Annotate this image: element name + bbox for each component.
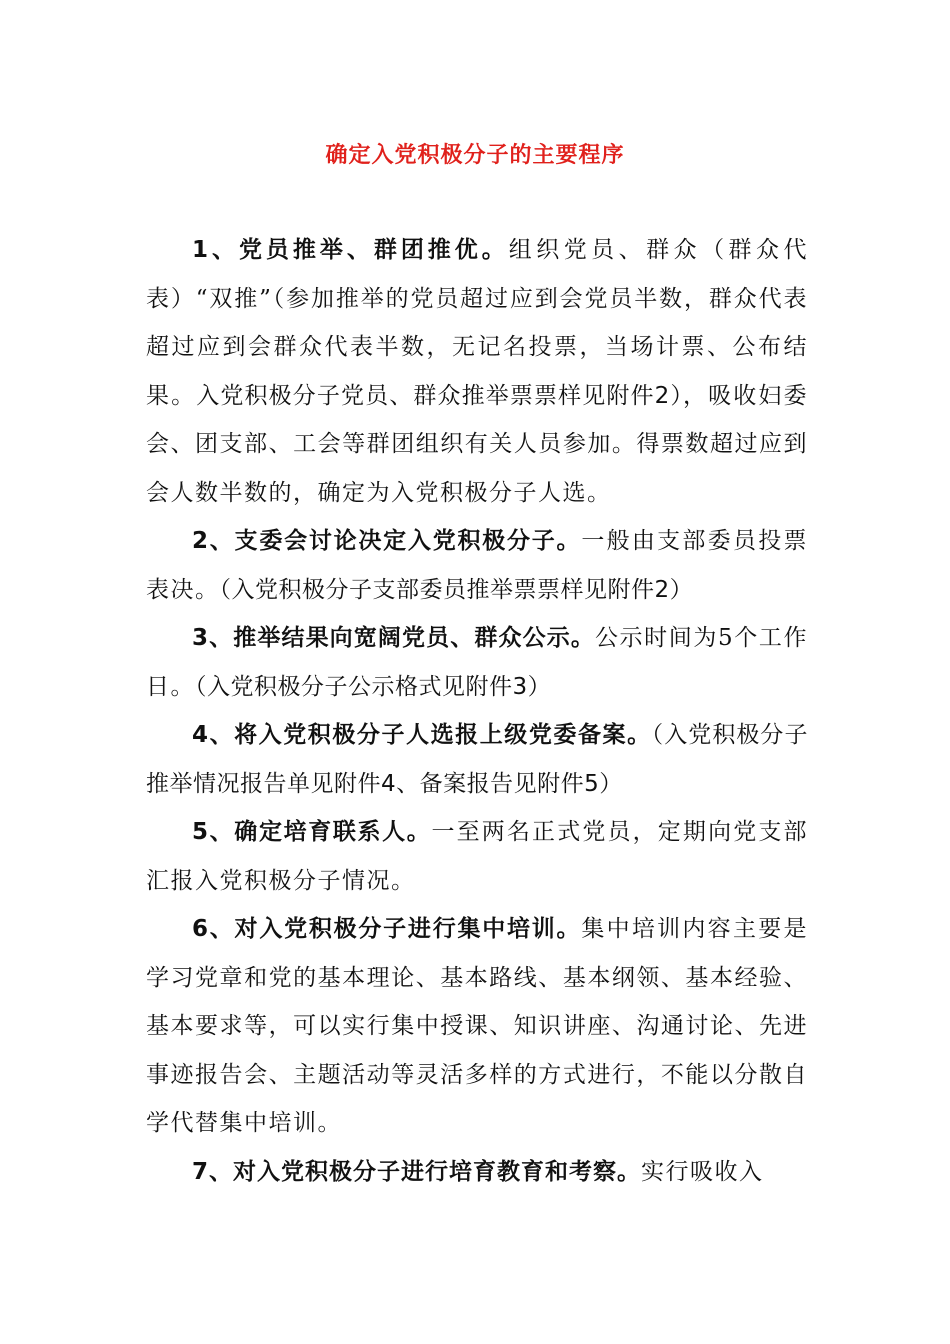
- paragraph-1-heading: 1、党员推举、群团推优。: [192, 237, 509, 263]
- paragraph-5-heading: 5、确定培育联系人。: [192, 819, 432, 845]
- paragraph-1-tail: ，吸收妇委会、团支部、工会等群团组织有关人员参加。得票数超过应到会人数半数的，确定为入党积极分子人选。: [146, 382, 808, 506]
- paragraph-2-text: 一般由支部委员投票表决。: [146, 528, 808, 603]
- document-body: [146, 226, 808, 1196]
- paragraph-3: [146, 614, 808, 711]
- paragraph-1: [146, 226, 808, 517]
- paragraph-6-heading: 6、对入党积极分子进行集中培训。: [192, 916, 582, 942]
- paragraph-3-heading: 3、推举结果向宽阔党员、群众公示。: [192, 625, 595, 651]
- paragraph-5: [146, 808, 808, 905]
- paragraph-2-attachment-note: （入党积极分子支部委员推举票票样见附件2）: [219, 576, 694, 603]
- paragraph-2-heading: 2、支委会讨论决定入党积极分子。: [192, 528, 582, 554]
- paragraph-4: [146, 711, 808, 808]
- paragraph-1-text: 组织党员、群众（群众代表）“双推”（参加推举的党员超过应到会党员半数，群众代表超过应到会群众代表半数，无记名投票，当场计票、公布结果。: [146, 237, 808, 409]
- paragraph-7-text: 实行吸收入: [641, 1158, 764, 1185]
- paragraph-4-attachment-note: （入党积极分子推举情况报告单见附件4、备案报告见附件5）: [146, 722, 808, 797]
- paragraph-3-attachment-note: （入党积极分子公示格式见附件3）: [195, 673, 552, 700]
- paragraph-4-heading: 4、将入党积极分子人选报上级党委备案。: [192, 722, 652, 748]
- document-title: 确定入党积极分子的主要程序: [325, 143, 625, 168]
- paragraph-1-attachment-note: 入党积极分子党员、群众推举票票样见附件2）: [196, 382, 683, 409]
- paragraph-2: [146, 517, 808, 614]
- paragraph-6: [146, 905, 808, 1148]
- paragraph-5-text: 一至两名正式党员，定期向党支部汇报入党积极分子情况。: [146, 819, 809, 894]
- paragraph-3-text: 公示时间为5个工作日。: [146, 625, 808, 700]
- paragraph-6-text: 集中培训内容主要是学习党章和党的基本理论、基本路线、基本纲领、基本经验、基本要求等，可以实行集中授课、知识讲座、沟通讨论、先进事迹报告会、主题活动等灵活多样的方式进行，不能以分散自学代替集中培训。: [146, 916, 808, 1136]
- paragraph-7: [146, 1148, 808, 1197]
- paragraph-7-heading: 7、对入党积极分子进行培育教育和考察。: [192, 1158, 642, 1185]
